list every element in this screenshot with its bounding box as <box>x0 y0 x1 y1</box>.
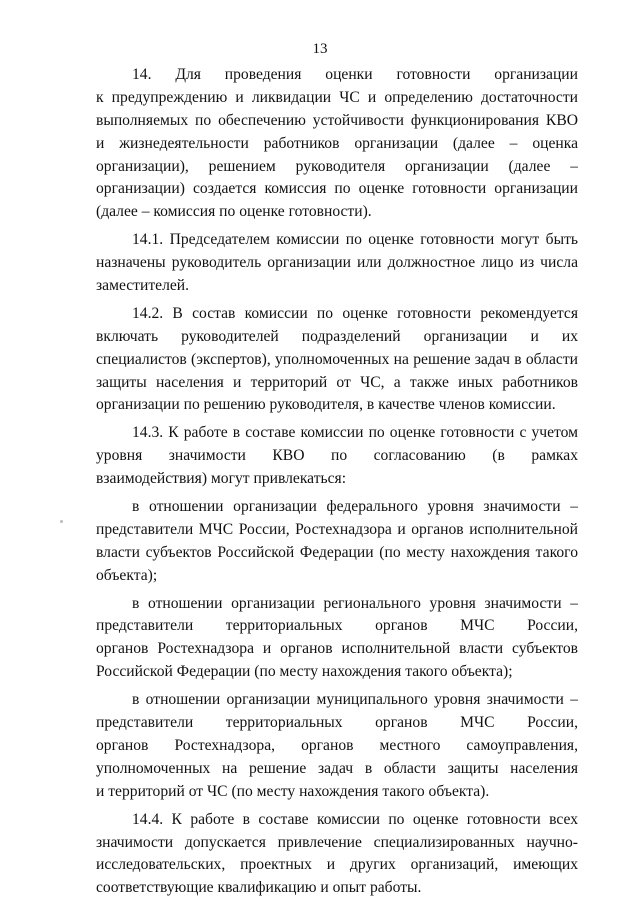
paragraph-6 <box>96 593 578 685</box>
text-line: 14. Для проведения оценки готовности организации <box>132 66 578 83</box>
text-line: представители территориальных органов МЧС России, <box>96 617 578 635</box>
text-line: 14.1. Председателем комиссии по оценке готовности могут быть <box>132 231 578 249</box>
paragraph-2 <box>96 229 578 298</box>
text-line: в отношении организации федерального уровня значимости – <box>132 498 578 516</box>
text-line: организации по решению руководителя, в качестве членов комиссии. <box>96 396 556 414</box>
paragraph-3 <box>96 303 578 417</box>
paragraph-8 <box>96 809 578 901</box>
text-line: взаимодействия) могут привлекаться: <box>96 470 347 488</box>
text-line: специалистов (экспертов), уполномоченных на решение задач в области <box>96 350 578 368</box>
text-line: организации) создается комиссия по оценке готовности организации <box>96 180 578 198</box>
text-line: включать руководителей подразделений организации и их <box>96 327 578 345</box>
text-line: исследовательских, проектных и других организаций, имеющих <box>96 856 578 874</box>
text-line: и территорий от ЧС (по месту нахождения такого объекта). <box>96 782 490 800</box>
text-line: 14.2. В состав комиссии по оценке готовности рекомендуется <box>132 304 578 322</box>
text-line: значимости допускается привлечение специализированных научно- <box>96 833 578 851</box>
text-line: выполняемых по обеспечению устойчивости функционирования КВО <box>96 111 578 129</box>
text-line: (далее – комиссия по оценке готовности). <box>96 203 372 221</box>
text-line: соответствующие квалификацию и опыт работы. <box>96 879 422 897</box>
scan-speck <box>60 520 63 523</box>
text-line: в отношении организации муниципального уровня значимости – <box>132 691 578 709</box>
text-line: власти субъектов Российской Федерации (по месту нахождения такого <box>96 543 578 561</box>
text-line: представители территориальных органов МЧС России, <box>96 714 578 732</box>
page-number: 13 <box>312 41 328 57</box>
paragraph-1 <box>96 64 578 224</box>
text-line: и жизнедеятельности работников организации (далее – оценка <box>96 134 578 152</box>
text-line: уполномоченных на решение задач в области защиты населения <box>96 759 578 777</box>
text-line: органов Ростехнадзора и органов исполнительной власти субъектов <box>96 640 578 658</box>
paragraph-7 <box>96 689 578 803</box>
document-body <box>96 64 578 905</box>
text-line: представители МЧС России, Ростехнадзора и органов исполнительной <box>96 520 578 538</box>
text-line: к предупреждению и ликвидации ЧС и определению достаточности <box>96 88 578 106</box>
text-line: заместителей. <box>96 277 190 295</box>
text-line: в отношении организации регионального уровня значимости – <box>132 594 578 612</box>
text-line: Российской Федерации (по месту нахождения такого объекта); <box>96 663 513 681</box>
text-line: защиты населения и территорий от ЧС, а также иных работников <box>96 373 578 391</box>
text-line: 14.3. К работе в составе комиссии по оценке готовности с учетом <box>132 424 578 442</box>
text-line: 14.4. К работе в составе комиссии по оценке готовности всех <box>132 810 578 828</box>
text-line: объекта); <box>96 566 158 584</box>
text-line: уровня значимости КВО по согласованию (в рамках <box>96 447 578 465</box>
text-line: организации), решением руководителя организации (далее – <box>96 157 578 175</box>
text-line: органов Ростехнадзора, органов местного самоуправления, <box>96 736 578 754</box>
paragraph-5 <box>96 496 578 588</box>
paragraph-4 <box>96 422 578 491</box>
text-line: назначены руководитель организации или должностное лицо из числа <box>96 254 578 272</box>
